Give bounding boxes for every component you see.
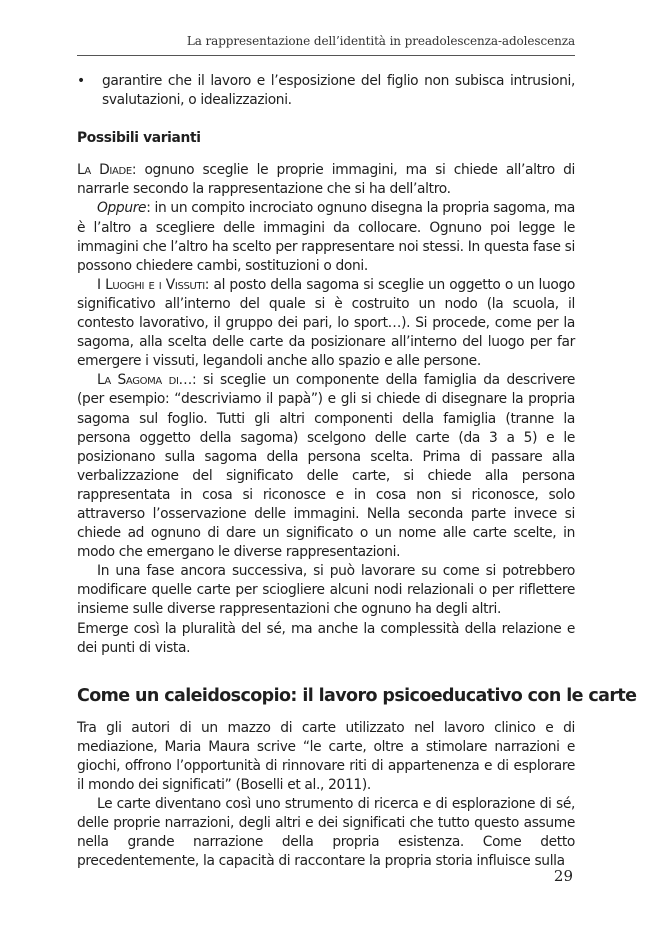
section-heading: Come un caleidoscopio: il lavoro psicoeducativo con le carte bbox=[77, 685, 637, 706]
section-paragraph-1: Tra gli autori di un mazzo di carte utilizzato nel lavoro clinico e di mediazione, Maria Maura scrive “le carte, oltre a stimolare narrazioni e giochi, offrono l’opportunità di rinnovare riti di appartenenza e di esplorare il mondo dei significati” (Boselli et al., 2011). bbox=[77, 719, 575, 794]
variant-luoghi-vissuti-text: : al posto della sagoma si sceglie un oggetto o un luogo significativo all’interno del quale si è costruito un nodo (la scuola, il contesto lavorativo, il gruppo dei pari, lo sport…). Si procede, come per la sagoma, alla scelta delle carte da posizionare all’interno del luogo per far emergere i vissuti, legandoli anche allo spazio e alle persone. bbox=[77, 276, 575, 370]
variant-sagoma-di-text: : si sceglie un componente della famiglia da descrivere (per esempio: “descriviamo il papà”) e gli si chiede di disegnare la propria sagoma sul foglio. Tutti gli altri componenti della famiglia (tranne la persona oggetto della sagoma) scelgono delle carte (da 3 a 5) e le posizionano sulla sagoma della persona scelta. Prima di passare alla verbalizzazione del significato delle carte, si chiede alla persona rappresentata in cosa si riconosce e in cosa non si riconosce, solo attraverso l’osservazione delle immagini. Nella seconda parte invece si chiede ad ognuno di dare un significato o un nome alle carte scelte, in modo che emergano le diverse rappresentazioni. bbox=[77, 372, 575, 561]
term-la-diade: La Diade bbox=[77, 162, 132, 179]
variant-sagoma-di bbox=[77, 371, 575, 562]
page-body bbox=[77, 72, 637, 872]
term-luoghi-vissuti: I Luoghi e i Vissuti bbox=[97, 276, 205, 293]
subheading-possibili-varianti: Possibili varianti bbox=[77, 130, 201, 147]
bullet-text: garantire che il lavoro e l’esposizione del figlio non subisca intrusioni, svalutazioni, o idealizzazioni. bbox=[102, 73, 575, 109]
variant-oppure-text: : in un compito incrociato ognuno disegna la propria sagoma, ma è l’altro a scegliere delle immagini da collocare. Ognuno poi legge le immagini che l’altro ha scelto per rappresentare noi stessi. In questa fase si possono chiedere cambi, sostituzioni o doni. bbox=[77, 200, 576, 274]
variant-luoghi-vissuti bbox=[77, 276, 575, 371]
variant-fase-successiva: In una fase ancora successiva, si può lavorare su come si potrebbero modificare quelle carte per sciogliere alcuni nodi relazionali o per riflettere insieme sulle diverse rappresentazioni che ognuno ha degli altri. bbox=[77, 563, 575, 618]
running-head: La rappresentazione dell’identità in preadolescenza-adolescenza bbox=[77, 34, 575, 56]
section-paragraph-2: Le carte diventano così uno strumento di ricerca e di esplorazione di sé, delle proprie narrazioni, degli altri e dei significati che tutto questo assume nella grande narrazione della propria esistenza. Come detto precedentemente, la capacità di raccontare la propria storia influisce sulla bbox=[77, 796, 575, 870]
variant-la-diade-text: : ognuno sceglie le proprie immagini, ma si chiede all’altro di narrarle secondo la rappresentazione che si ha dell’altro. bbox=[77, 162, 575, 198]
variant-conclusion: Emerge così la pluralità del sé, ma anche la complessità della relazione e dei punti di vista. bbox=[77, 620, 575, 656]
variant-oppure bbox=[77, 199, 575, 275]
bullet-item bbox=[77, 72, 575, 110]
term-sagoma-di: La Sagoma di… bbox=[97, 372, 193, 389]
page-number: 29 bbox=[553, 867, 573, 885]
term-oppure: Oppure bbox=[97, 200, 147, 217]
bullet-mark: • bbox=[77, 73, 85, 89]
variant-la-diade bbox=[77, 161, 575, 199]
